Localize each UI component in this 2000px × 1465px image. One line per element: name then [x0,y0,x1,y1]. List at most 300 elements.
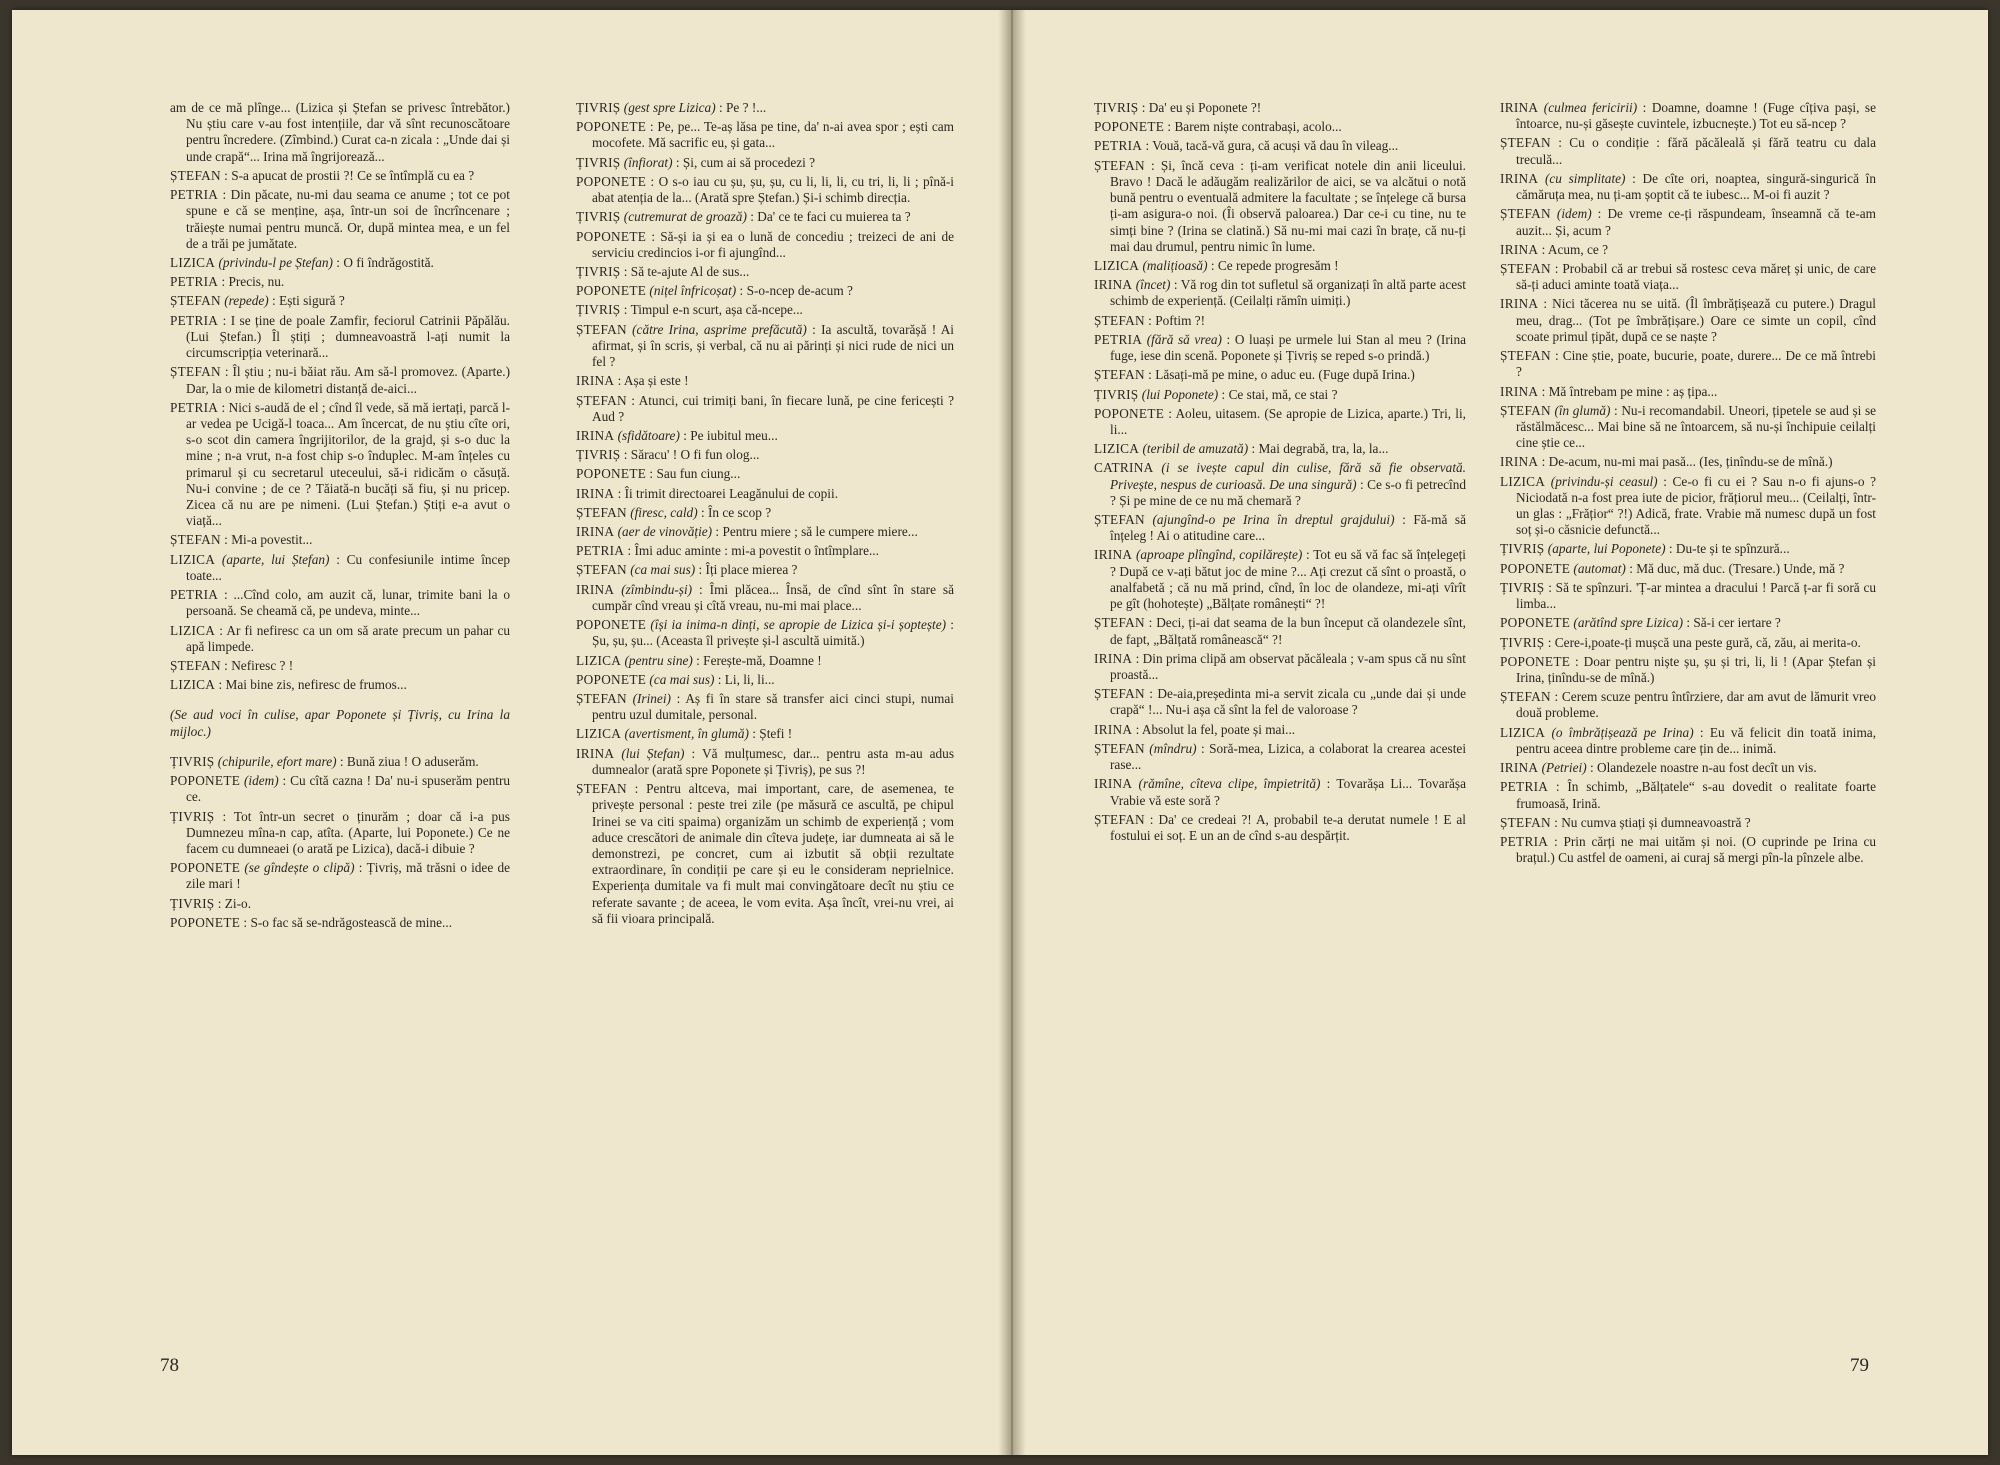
dialogue-line: ȘTEFAN (repede) : Ești sigură ? [170,293,345,309]
line-text: Cu confesiunile intime încep toate... [186,551,511,583]
line-text: Sau fun ciung... [656,466,741,482]
speaker-name: ȘTEFAN [1500,689,1551,705]
line-text: Tot într-un secret o ținurăm ; doar că i-a pus Dumnezeu mîna-n cap, atîta. (Aparte, lui Poponete.) Ce ne facem cu dumneaei (o arată pe Lizica), dacă-i dibuie ? [186,808,510,856]
speaker-name: ȘTEFAN [1500,402,1551,418]
dialogue-line: ȘTEFAN : Nu cumva știați și dumneavoastră ? [1500,814,1751,830]
dialogue-line: PETRIA : În schimb, „Bălțatele“ s-au dovedit o realitate foarte frumoasă, Irină. [1500,779,1877,811]
dialogue-line: ȘTEFAN : Cu o condiție : fără păcăleală și fără teatru cu dala treculă... [1500,135,1876,167]
speaker-name: ȚIVRIȘ [576,100,621,115]
stage-note: (sfidătoare) [617,427,680,443]
speaker-name: ȚIVRIȘ [576,447,621,463]
dialogue-line: ȚIVRIȘ (cutremurat de groază) : Da' ce te faci cu muierea ta ? [576,209,911,225]
speaker-name: PETRIA [1500,833,1549,849]
dialogue-line: LIZICA (pentru sine) : Ferește-mă, Doamne ! [576,652,822,668]
dialogue-line: ȘTEFAN : Cerem scuze pentru întîrziere, dar am avut de lămurit vreo două probleme. [1500,689,1876,721]
dialogue-line: ȘTEFAN (ajungînd-o pe Irina în dreptul grajdului) : Fă-mă să înțeleg ! Ai o atitudine care... [1094,512,1467,544]
speaker-name: POPONETE [170,860,241,876]
speaker-name: IRINA [1094,650,1133,666]
speaker-name: PETRIA [1500,779,1549,795]
line-text: Cere-i,poate-ți mușcă una peste gură, că, zău, ai merita-o. [1554,634,1861,650]
speaker-name: ȘTEFAN [1094,312,1145,328]
speaker-name: PETRIA [576,543,625,559]
dialogue-line: ȘTEFAN : Pentru altceva, mai important, care, de asemenea, te privește personal : peste trei zile (pe măsură ce ascultă, pe chipul Irinei se va citi spaima) organizăm un schimb de experiență ; vom aduce crescători de animale din cîteva județe, iar dumneata ai să le demonstrezi, pe concret, cum ai izbutit să obții rezultate extraordinare, în condiții pe care și eu le consideram neprielnice. Experiența dumitale va fi mult mai convingătoare decît nu știu ce referate savante ; de aceea, le vom evita. Așa încît, vrei-nu vrei, ai să fii vioara principală. [576,781,954,926]
stage-note: (lui Poponete) [1141,386,1219,402]
dialogue-line: IRINA : Absolut la fel, poate și mai... [1094,721,1296,737]
dialogue-line: LIZICA : Mai bine zis, nefiresc de frumos... [170,677,407,693]
speaker-name: LIZICA [576,652,622,668]
speaker-name: LIZICA [1094,257,1140,273]
dialogue-line: LIZICA (avertisment, în glumă) : Ștefi ! [576,726,793,742]
speaker-name: PETRIA [170,274,219,290]
stage-note: (firesc, cald) [630,504,698,520]
speaker-name: ȘTEFAN [170,364,221,380]
stage-note: (rămîne, cîteva clipe, împietrită) [1138,776,1321,792]
stage-note: (avertisment, în glumă) [624,726,749,742]
dialogue-line: ȘTEFAN : Nefiresc ? ! [170,658,294,673]
speaker-name: IRINA [576,485,615,501]
line-text: Eu vă felicit din toată inima, pentru aceea dintre probleme care țin de... inimă. [1516,724,1877,756]
book-gutter [998,10,1026,1455]
stage-note: (idem) [1556,206,1592,222]
left-page-column-2 [576,100,954,930]
stage-note: (către Irina, asprime prefăcută) [632,321,807,337]
dialogue-line: ȘTEFAN : Deci, ți-ai dat seama de la bun început că olandezele sînt, de fapt, „Bălțată românească“ ?! [1094,615,1467,647]
dialogue-line: ȚIVRIȘ : Zi-o. [170,895,252,911]
speaker-name: ȘTEFAN [170,293,221,309]
stage-note: (repede) [224,293,269,309]
line-text: O s-o iau cu șu, șu, șu, cu li, li, li, cu tri, li, li ; pînă-i abat atenția de la... (Arată spre Ștefan.) Și-i schimb direcția. [592,173,955,206]
line-text: am de ce mă plînge... (Lizica și Ștefan se privesc întrebător.) Nu știu care v-au fost intențiile, dar vă sînt recunoscătoare pentru încredere. (Zîmbind.) Curat ca-n zicala : „Unde dai și unde crapă“... Irina mă îngrijorează... [170,100,510,164]
speaker-name: POPONETE [1500,615,1571,631]
line-text: În ce scop ? [707,504,772,520]
line-text: Doar pentru niște șu, șu și tri, li, li ! (Apar Ștefan și Irina, ținîndu-se de mînă.) [1516,653,1876,685]
dialogue-line: LIZICA (aparte, lui Ștefan) : Cu confesiunile intime încep toate... [170,551,511,583]
speaker-name: ȘTEFAN [576,781,627,797]
line-text: Barem niște contrabași, acolo... [1174,119,1342,135]
dialogue-line: ȘTEFAN : Da' ce credeai ?! A, probabil te-a derutat numele ! E al fostului ei soț. E un an de cînd s-au despărțit. [1094,811,1466,843]
speaker-name: ȘTEFAN [1500,206,1551,222]
line-text: Nici tăcerea nu se uită. (Îl îmbrățișează cu putere.) Dragul meu, drag... (Tot pe îmbrățișare.) Oare ce simte un copil, cînd scoate primul țipăt, după ce se naște ? [1516,296,1877,344]
line-text: Cerem scuze pentru întîrziere, dar am avut de lămurit vreo două probleme. [1516,689,1876,721]
dialogue-line: IRINA (sfidătoare) : Pe iubitul meu... [576,427,778,443]
dialogue-line: ȘTEFAN : Îl știu ; nu-i băiat rău. Am să-l promovez. (Aparte.) Dar, la o mie de kilometri distanță de-aici... [170,364,510,396]
dialogue-line: LIZICA : Ar fi nefiresc ca un om să arate precum un pahar cu apă limpede. [170,622,511,654]
line-text: Tot eu să vă fac să înțelegeți ? După ce v-ați bătut joc de mine ?... Ați crezut că sînt o proastă, o analfabetă ; că nu mă prind, cînd, în loc de olandeze, mi-ați vîrît pe gît (hohotește) „Bălțate românești“ ?! [1110,547,1466,612]
stage-note: (chipurile, efort mare) [217,753,337,769]
line-text: O luași pe urmele lui Stan al meu ? (Irina fuge, iese din scenă. Poponete și Țivriș se reped s-o prindă.) [1110,331,1467,364]
speaker-name: POPONETE [170,914,241,930]
speaker-name: POPONETE [576,466,647,482]
stage-note: (privindu-și ceasul) [1550,473,1658,489]
speaker-name: ȚIVRIȘ [170,895,215,911]
speaker-name: ȘTEFAN [1500,348,1551,364]
dialogue-line: IRINA (zîmbindu-și) : Îmi plăcea... Însă, de cînd sînt în stare să cumpăr cînd vreau și cîtă vreau, nu-mi mai place... [576,581,955,613]
line-text: Tovarășa Li... Tovarășa Vrabie vă este soră ? [1110,776,1466,808]
line-text: ...Cînd colo, am auzit că, lunar, trimite bani la o persoană. Se cheamă că, pe undeva, minte... [186,587,510,619]
dialogue-line: IRINA : De-acum, nu-mi mai pasă... (Ies, ținîndu-se de mînă.) [1500,454,1833,470]
dialogue-line: IRINA (aer de vinovăție) : Pentru miere ; să le cumpere miere... [576,524,918,540]
stage-note: (privindu-l pe Ștefan) [218,254,333,270]
speaker-name: ȚIVRIȘ [1500,634,1545,650]
dialogue-line: PETRIA : Nici s-audă de el ; cînd îl vede, să mă iertați, parcă l-ar vedea pe Ucigă-l toaca... Am încercat, de nu știu cîte ori, s-o scot din camera îngrijitorilor, de la grajd, și s-o duc la mine ; n-a vrut, n-a fost chip s-o înduplec. M-am înțeles cu primarul și cu secretarul uteceului, să-i ridicăm o căsuță. Nu-i convine ; de ce ? Tăiată-n bucăți să fiu, și nu pricep. Zicea că nu are pe nimeni. (Lui Ștefan.) Știți e-a avut o viață... [170,399,511,529]
speaker-name: PETRIA [170,312,219,328]
speaker-name: LIZICA [170,677,216,693]
speaker-name: ȘTEFAN [576,562,627,578]
line-text: Pentru miere ; să le cumpere miere... [722,524,918,540]
line-text: Și, încă ceva : ți-am verificat notele din anii liceului. Bravo ! Dacă le adăugăm realizărilor de aici, se va alcătui o notă bună pentru o eventuală admitere la facultate ; se înțelege că bursa ți-am asigura-o noi. (Îi observă paloarea.) Dar ce-i cu tine, nu te simți bine ? (Irina se clatină.) Să nu-mi mai cazi în brațe, că nu-ți mai dau drumul, pentru nimic în lume. [1110,157,1466,254]
speaker-name: ȘTEFAN [1094,740,1145,756]
dialogue-line: IRINA : Mă întrebam pe mine : aș țipa... [1500,383,1718,399]
speaker-name: PETRIA [170,187,219,203]
dialogue-line: POPONETE : S-o fac să se-ndrăgostească de mine... [170,914,453,930]
speaker-name: PETRIA [170,587,219,603]
line-text: Timpul e-n scurt, așa că-ncepe... [630,302,803,318]
stage-note: (idem) [243,773,279,789]
speaker-name: ȘTEFAN [576,691,627,706]
dialogue-line: ȘTEFAN : S-a apucat de prostii ?! Ce se întîmplă cu ea ? [170,167,475,183]
dialogue-line: POPONETE : Să-și ia și ea o lună de concediu ; treizeci de ani de serviciu credincios i-or fi ajungînd... [576,228,954,260]
speaker-name: ȚIVRIȘ [576,154,621,170]
line-text: Ce repede progresăm ! [1217,257,1339,273]
right-page-column-1 [1094,100,1466,847]
line-text: Atunci, cui trimiți bani, în fiecare lună, pe cine fericești ? Aud ? [592,392,954,424]
stage-note: (încet) [1135,277,1171,293]
line-text: Absolut la fel, poate și mai... [1141,721,1296,737]
line-text: Mai degrabă, tra, la, la... [1258,441,1389,457]
speaker-name: IRINA [576,745,615,761]
line-text: Mă duc, mă duc. (Tresare.) Unde, mă ? [1636,560,1845,576]
speaker-name: POPONETE [170,773,241,789]
speaker-name: POPONETE [576,671,647,687]
speaker-name: ȘTEFAN [1094,615,1145,631]
speaker-name: ȘTEFAN [576,392,627,408]
speaker-name: POPONETE [576,173,647,189]
stage-note: (Petriei) [1541,760,1587,776]
dialogue-line: ȘTEFAN : Mi-a povestit... [170,532,313,548]
speaker-name: ȚIVRIȘ [170,753,215,769]
line-text: Îți place mierea ? [705,562,798,578]
dialogue-line: ȚIVRIȘ (înfiorat) : Și, cum ai să procedezi ? [576,154,816,170]
stage-note: (mîndru) [1149,740,1197,756]
line-text: Ia ascultă, tovarășă ! Ai afirmat, și în scris, și verbal, că nu ai părinți și nici rude de nici un fel ? [592,321,954,370]
speaker-name: IRINA [1500,454,1539,470]
speaker-name: ȚIVRIȘ [170,808,215,824]
line-text: Să-i cer iertare ? [1693,615,1781,631]
dialogue-line: ȚIVRIȘ : Da' eu și Poponete ?! [1094,100,1262,115]
speaker-name: ȘTEFAN [170,658,221,673]
dialogue-line: IRINA : Din prima clipă am observat păcăleala ; v-am spus că nu sînt proastă... [1094,650,1466,682]
speaker-name: POPONETE [1094,405,1165,421]
line-text: Îmi aduc aminte : mi-a povestit o întîmplare... [634,543,879,559]
speaker-name: ȘTEFAN [1094,367,1145,383]
dialogue-line: POPONETE (se gîndește o clipă) : Țivriș, mă trăsni o idee de zile mari ! [170,860,511,892]
speaker-name: IRINA [1500,383,1539,399]
dialogue-line: ȘTEFAN : Lăsați-mă pe mine, o aduc eu. (Fuge după Irina.) [1094,367,1415,383]
stage-note: (i se ivește capul din culise, fără să fie observată. Privește, nespus de curioasă. De una singură) [1110,460,1466,492]
dialogue-line: PETRIA : Prin cărți ne mai uităm și noi. (O cuprinde pe Irina cu brațul.) Cu astfel de oameni, ai curaj să mergi pîn-la pînzele albe. [1500,833,1877,866]
speaker-name: ȘTEFAN [1500,814,1551,830]
stage-note: (Irinei) [632,691,671,706]
speaker-name: ȘTEFAN [170,167,221,183]
dialogue-line: POPONETE : Barem niște contrabași, acolo... [1094,119,1342,135]
dialogue-line: ȘTEFAN (către Irina, asprime prefăcută) : Ia ascultă, tovarășă ! Ai afirmat, și în scris, și verbal, că nu ai părinți și nici rude de nici un fel ? [576,321,954,370]
speaker-name: CATRINA [1094,460,1154,476]
line-text: Nici s-audă de el ; cînd îl vede, să mă iertați, parcă l-ar vedea pe Ucigă-l toaca... Am încercat, de nu știu cîte ori, s-o scot din camera îngrijitorilor, de la grajd, și s-o duc la mine ; n-a vrut, n-a fost chip s-o înduplec. M-am înțeles cu primarul și cu secretarul uteceului, să-i ridicăm o căsuță. Nu-i convine ; de ce ? Tăiată-n bucăți să fiu, și nu pricep. Zicea că nu are pe nimeni. (Lui Ștefan.) Știți e-a avut o viață... [186,399,511,529]
line-text: Prin cărți ne mai uităm și noi. (O cuprinde pe Irina cu brațul.) Cu astfel de oameni, ai curaj să mergi pîn-la pînzele albe. [1516,833,1877,866]
speaker-name: ȘTEFAN [1500,260,1551,276]
dialogue-line: IRINA (Petriei) : Olandezele noastre n-au fost decît un vis. [1500,760,1817,776]
stage-note: (aparte, lui Ștefan) [221,551,330,567]
line-text: Ștefi ! [759,726,793,742]
line-text: De vreme ce-ți răspundeam, înseamnă că te-am auzit... Și, acum ? [1516,206,1876,238]
line-text: Probabil că ar trebui să rostesc ceva măreț și unic, de care să-ți aduci aminte toată viața... [1516,260,1877,293]
dialogue-line: ȘTEFAN (idem) : De vreme ce-ți răspundeam, înseamnă că te-am auzit... Și, acum ? [1500,206,1876,238]
dialogue-line: POPONETE (idem) : Cu cîtă cazna ! Da' nu-i spuserăm pentru ce. [170,773,511,805]
dialogue-line: LIZICA (teribil de amuzată) : Mai degrabă, tra, la, la... [1094,441,1389,457]
line-text: Mi-a povestit... [231,532,313,548]
speaker-name: IRINA [1500,296,1539,312]
speaker-name: LIZICA [1094,441,1140,457]
line-text: Ce stai, mă, ce stai ? [1228,386,1338,402]
line-text: Șu, șu, șu... (Aceasta îl privește și-l ascultă uimită.) [592,633,865,649]
dialogue-line: PETRIA : Precis, nu. [170,274,285,290]
speaker-name: ȚIVRIȘ [576,209,621,225]
line-text: Doamne, doamne ! (Fuge cîțiva pași, se întoarce, nu-și găsește cuvintele, izbucnește.) Tot eu să-ncep ? [1516,100,1877,132]
speaker-name: IRINA [576,524,615,540]
page-number: 78 [160,1355,179,1376]
line-text: Da' ce credeai ?! A, probabil te-a derutat numele ! E al fostului ei soț. E un an de cînd s-au despărțit. [1110,811,1466,843]
line-text: S-o-ncep de-acum ? [746,283,853,299]
stage-note: (aer de vinovăție) [617,524,713,540]
speaker-name: POPONETE [1500,560,1571,576]
page-number: 79 [1850,1355,1869,1376]
stage-note: (ca mai sus) [630,562,696,578]
line-text: Nu-i recomandabil. Uneori, țipetele se aud și se răstălmăcesc... Mai bine să ne întoarcem, să nu-și închipuie ceilalți cine știe ce... [1516,402,1877,451]
line-text: În schimb, „Bălțatele“ s-au dovedit o realitate foarte frumoasă, Irină. [1516,779,1877,811]
dialogue-line: LIZICA (malițioasă) : Ce repede progresăm ! [1094,257,1339,273]
line-text: Așa și este ! [623,373,689,389]
stage-note: (pentru sine) [624,652,693,668]
dialogue-line: ȚIVRIȘ : Tot într-un secret o ținurăm ; doar că i-a pus Dumnezeu mîna-n cap, atîta. (Aparte, lui Poponete.) Ce ne facem cu dumneaei (o arată pe Lizica), dacă-i dibuie ? [170,808,510,856]
dialogue-line: IRINA : Nici tăcerea nu se uită. (Îl îmbrățișează cu putere.) Dragul meu, drag... (Tot pe îmbrățișare.) Oare ce simte un copil, cînd scoate primul țipăt, după ce se naște ? [1500,296,1877,344]
speaker-name: LIZICA [1500,724,1546,740]
line-text: Ești sigură ? [279,293,345,309]
line-text: Vă rog din tot sufletul să organizați în altă parte acest schimb de experiență. (Ceilalți rămîn uimiți.) [1110,277,1466,309]
stage-note: (zîmbindu-și) [621,581,693,597]
speaker-name: ȚIVRIȘ [576,302,621,318]
stage-note: (în glumă) [1554,402,1611,418]
dialogue-line: POPONETE : Aoleu, uitasem. (Se apropie de Lizica, aparte.) Tri, li, li... [1094,405,1467,437]
dialogue-line: ȘTEFAN : Poftim ?! [1094,312,1206,328]
line-text: Poftim ?! [1155,312,1206,328]
line-text: Aoleu, uitasem. (Se apropie de Lizica, aparte.) Tri, li, li... [1110,405,1467,437]
line-text: Ce s-o fi petrecînd ? Și pe mine de ce nu mă chemară ? [1110,476,1466,508]
line-text: Îi trimit directoarei Leagănului de copii. [624,485,839,501]
stage-note: (se gîndește o clipă) [244,860,355,876]
dialogue-line: PETRIA (fără să vrea) : O luași pe urmele lui Stan al meu ? (Irina fuge, iese din scenă. Poponete și Țivriș se reped s-o prindă.) [1094,331,1467,364]
speaker-name: ȚIVRIȘ [1500,541,1545,557]
line-text: Soră-mea, Lizica, a colaborat la crearea acestei rase... [1110,740,1467,773]
dialogue-line: IRINA : Acum, ce ? [1500,241,1609,257]
right-page [1012,10,1988,1455]
line-text: Mă întrebam pe mine : aș țipa... [1548,383,1718,399]
left-page-column-1 [170,100,510,934]
dialogue-line: PETRIA : Din păcate, nu-mi dau seama ce anume ; tot ce pot spune e că se menține, așa, într-un soi de încrîncenare ; trăiește numai pentru muncă. Or, după mintea mea, e un fel de a trăi pe jumătate. [170,187,511,251]
speaker-name: LIZICA [576,726,622,742]
stage-note: (teribil de amuzată) [1142,441,1249,457]
speaker-name: POPONETE [576,283,647,299]
dialogue-line: IRINA (încet) : Vă rog din tot sufletul să organizați în altă parte acest schimb de experiență. (Ceilalți rămîn uimiți.) [1094,277,1466,309]
dialogue-line: ȚIVRIȘ (gest spre Lizica) : Pe ? !... [576,100,767,115]
line-text: Mai bine zis, nefiresc de frumos... [225,677,407,693]
stage-note: (își ia inima-n dinți, se apropie de Lizica și-i șoptește) [650,617,947,633]
stage-note: (cutremurat de groază) [623,209,747,225]
stage-note: (gest spre Lizica) [623,100,716,115]
line-text: Du-te și te spînzură... [1675,541,1790,557]
speaker-name: POPONETE [576,617,647,633]
speaker-name: ȚIVRIȘ [576,263,621,279]
speaker-name: IRINA [1500,241,1539,257]
dialogue-line: IRINA : Așa și este ! [576,373,689,389]
line-text: Țivriș, mă trăsni o idee de zile mari ! [186,860,511,892]
dialogue-line: IRINA (culmea fericirii) : Doamne, doamne ! (Fuge cîțiva pași, se întoarce, nu-și găsește cuvintele, izbucnește.) Tot eu să-ncep ? [1500,100,1877,132]
speaker-name: PETRIA [1094,138,1143,154]
dialogue-line: ȘTEFAN : Probabil că ar trebui să rostesc ceva măreț și unic, de care să-ți aduci aminte toată viața... [1500,260,1877,293]
speaker-name: POPONETE [576,119,647,135]
right-page-column-2 [1500,100,1876,869]
speaker-name: ȚIVRIȘ [1094,386,1139,402]
stage-note: (arătînd spre Lizica) [1573,615,1683,631]
line-text: Ferește-mă, Doamne ! [703,652,822,668]
stage-note: (fără să vrea) [1146,331,1222,347]
line-text: Să te-ajute Al de sus... [630,263,750,279]
dialogue-line: IRINA (aproape plîngînd, copilărește) : Tot eu să vă fac să înțelegeți ? După ce v-ați bătut joc de mine ?... Ați crezut că sînt o proastă, o analfabetă ; că nu mă prind, cînd, în loc de olandeze, mi-ați vîrît pe gît (hohotește) „Bălțate românești“ ?! [1094,547,1466,612]
line-text: Pe, pe... Te-aș lăsa pe tine, da' n-ai avea spor ; ești cam mocofete. Mă sacrific eu, și gata... [592,119,955,151]
speaker-name: IRINA [1094,721,1133,737]
line-text: De-acum, nu-mi mai pasă... (Ies, ținîndu-se de mînă.) [1548,454,1833,470]
speaker-name: LIZICA [170,622,216,638]
dialogue-line: IRINA (rămîne, cîteva clipe, împietrită) : Tovarășa Li... Tovarășa Vrabie vă este soră ? [1094,776,1466,808]
line-text: S-a apucat de prostii ?! Ce se întîmplă cu ea ? [231,167,475,183]
speaker-name: IRINA [1500,760,1539,776]
dialogue-line: POPONETE (automat) : Mă duc, mă duc. (Tresare.) Unde, mă ? [1500,560,1845,576]
stage-note: (malițioasă) [1142,257,1208,273]
dialogue-line: ȚIVRIȘ (chipurile, efort mare) : Bună ziua ! O aduserăm. [170,753,479,769]
stage-note: (ajungînd-o pe Irina în dreptul grajdului) [1152,512,1395,528]
speaker-name: LIZICA [170,551,216,567]
speaker-name: IRINA [1094,776,1133,792]
speaker-name: POPONETE [1500,653,1571,669]
speaker-name: ȘTEFAN [1094,512,1145,528]
speaker-name: IRINA [1500,100,1539,115]
line-text: I se ține de poale Zamfir, feciorul Catrinii Păpălău. (Lui Ștefan.) Îl știți ; dumneavoastră l-ați numit la circumscripția veterinară... [186,312,511,361]
line-text: Aș fi în stare să transfer aici cinci stupi, numai pentru uzul dumitale, personal. [592,691,955,723]
speaker-name: POPONETE [1094,119,1165,135]
stage-note: (aproape plîngînd, copilărește) [1135,547,1303,563]
line-text: Nu cumva știați și dumneavoastră ? [1561,814,1751,830]
speaker-name: ȚIVRIȘ [1094,100,1139,115]
line-text: O fi îndrăgostită. [343,254,434,270]
stage-note: (o îmbrățișează pe Irina) [1551,724,1694,740]
dialogue-line: ȚIVRIȘ : Să te-ajute Al de sus... [576,263,750,279]
dialogue-line: LIZICA (privindu-l pe Ștefan) : O fi îndrăgostită. [170,254,434,270]
line-text: Fă-mă să înțeleg ! Ai o atitudine care... [1110,512,1467,544]
dialogue-line: POPONETE : Pe, pe... Te-aș lăsa pe tine, da' n-ai avea spor ; ești cam mocofete. Mă sacrific eu, și gata... [576,119,955,151]
dialogue-line: ȚIVRIȘ (lui Poponete) : Ce stai, mă, ce stai ? [1094,386,1338,402]
stage-note: (ca mai sus) [649,671,715,687]
left-page [12,10,1006,1455]
dialogue-line: POPONETE (își ia inima-n dinți, se apropie de Lizica și-i șoptește) : Șu, șu, șu... (Aceasta îl privește și-l ascultă uimită.) [576,617,954,649]
dialogue-line: ȚIVRIȘ : Cere-i,poate-ți mușcă una peste gură, că, zău, ai merita-o. [1500,634,1861,650]
line-text: Da' eu și Poponete ?! [1148,100,1262,115]
line-text: Ar fi nefiresc ca un om să arate precum un pahar cu apă limpede. [186,622,511,654]
line-text: De-aia,președinta mi-a servit zicala cu „unde dai și unde crapă“ !... Nu-i așa că sînt la fel de valoroase ? [1110,686,1467,718]
line-text: Săracu' ! O fi fun olog... [630,447,760,463]
line-text: Din prima clipă am observat păcăleala ; v-am spus că nu sînt proastă... [1110,650,1466,682]
line-text: Să te spînzuri. 'Ț-ar mintea a dracului ! Parcă ț-ar fi soră cu limba... [1516,579,1877,612]
line-text: Pe iubitul meu... [690,427,778,443]
line-text: Cu cîtă cazna ! Da' nu-i spuserăm pentru ce. [186,773,511,805]
speaker-name: ȚIVRIȘ [1500,579,1545,595]
dialogue-line: ȘTEFAN : Atunci, cui trimiți bani, în fiecare lună, pe cine fericești ? Aud ? [576,392,954,424]
line-text: Vă mulțumesc, dar... pentru asta m-au adus dumnealor (arată spre Poponete și Țivriș), pe sus ?! [592,745,955,777]
stage-note: (culmea fericirii) [1543,100,1638,115]
book-spread [12,10,1988,1455]
dialogue-line: ȘTEFAN (mîndru) : Soră-mea, Lizica, a colaborat la crearea acestei rase... [1094,740,1467,773]
line-text: Ce-o fi cu ei ? Sau n-o fi ajuns-o ? Niciodată n-a fost prea iute de picior, frățiorul meu... (Ceilalți, într-un glas : „Frățior“ ?!) Adică, frate. Vrabie mă numesc după un fost soț și-o căsnicie defunctă... [1516,473,1876,538]
speaker-name: ȘTEFAN [576,321,627,337]
dialogue-line: ȘTEFAN (în glumă) : Nu-i recomandabil. Uneori, țipetele se aud și se răstălmăcesc... Mai bine să ne întoarcem, să nu-și închipuie ceilalți cine știe ce... [1500,402,1877,451]
dialogue-line: POPONETE : O s-o iau cu șu, șu, șu, cu li, li, li, cu tri, li, li ; pînă-i abat atenția de la... (Arată spre Ștefan.) Și-i schimb direcția. [576,173,955,206]
line-text: Să-și ia și ea o lună de concediu ; treizeci de ani de serviciu credincios i-or fi ajungînd... [592,228,954,260]
speaker-name: IRINA [576,373,615,389]
line-text: Cine știe, poate, bucurie, poate, durere... De ce mă întrebi ? [1516,348,1877,380]
line-text: Și, cum ai să procedezi ? [682,154,816,170]
dialogue-line: ȚIVRIȘ (aparte, lui Poponete) : Du-te și te spînzură... [1500,541,1790,557]
speaker-name: ȘTEFAN [1094,686,1145,702]
line-text: Pe ? !... [725,100,767,115]
dialogue-line [170,100,510,165]
speaker-name: IRINA [1500,170,1539,186]
dialogue-line: PETRIA : ...Cînd colo, am auzit că, lunar, trimite bani la o persoană. Se cheamă că, pe undeva, minte... [170,587,510,619]
line-text: Precis, nu. [228,274,285,290]
dialogue-line: ȚIVRIȘ : Timpul e-n scurt, așa că-ncepe... [576,302,803,318]
stage-note: (lui Ștefan) [621,745,685,761]
speaker-name: IRINA [1094,547,1133,563]
dialogue-line: PETRIA : Vouă, tacă-vă gura, că acuși vă dau în vileag... [1094,138,1399,154]
dialogue-line: IRINA (lui Ștefan) : Vă mulțumesc, dar... pentru asta m-au adus dumnealor (arată spre Poponete și Țivriș), pe sus ?! [576,745,955,777]
speaker-name: ȘTEFAN [576,504,627,520]
direction-text: (Se aud voci în culise, apar Poponete și Țivriș, cu Irina la mijloc.) [170,707,510,739]
speaker-name: LIZICA [170,254,216,270]
line-text: Bună ziua ! O aduserăm. [346,753,479,769]
stage-note: (automat) [1573,560,1626,576]
dialogue-line: POPONETE : Doar pentru niște șu, șu și tri, li, li ! (Apar Ștefan și Irina, ținîndu-se de mînă.) [1500,653,1876,685]
dialogue-line: ȘTEFAN (firesc, cald) : În ce scop ? [576,504,772,520]
speaker-name: ȘTEFAN [1500,135,1551,151]
line-text: Din păcate, nu-mi dau seama ce anume ; tot ce pot spune e că se menține, așa, într-un soi de încrîncenare ; trăiește numai pentru muncă. Or, după mintea mea, e un fel de a trăi pe jumătate. [186,187,511,251]
line-text: Îl știu ; nu-i băiat rău. Am să-l promovez. (Aparte.) Dar, la o mie de kilometri distanță de-aici... [186,364,510,396]
line-text: Deci, ți-ai dat seama de la bun început că olandezele sînt, de fapt, „Bălțată românească“ ?! [1110,615,1467,647]
stage-note: (nițel înfricoșat) [649,283,737,299]
line-text: Vouă, tacă-vă gura, că acuși vă dau în vileag... [1152,138,1399,154]
speaker-name: IRINA [576,581,615,597]
dialogue-line: POPONETE : Sau fun ciung... [576,466,741,482]
line-text: Cu o condiție : fără păcăleală și fără teatru cu dala treculă... [1516,135,1876,167]
speaker-name: LIZICA [1500,473,1546,489]
line-text: Îmi plăcea... Însă, de cînd sînt în stare să cumpăr cînd vreau și cîtă vreau, nu-mi mai place... [592,581,955,613]
line-text: Pentru altceva, mai important, care, de asemenea, te privește personal : peste trei zile (pe măsură ce ascultă, pe chipul Irinei se va citi spaima) organizăm un schimb de experiență ; vom aduce crescători de animale din cîteva județe, iar dumneata ai să le demonstrezi, pe concret, cum ai izbutit să obții rezultate extraordinare, în condiții pe care și eu le consideram neprielnice. Experiența dumitale va fi mult mai convingătoare decît nu știu ce referate savante ; de aceea, le vom evita. Așa încît, vrei-nu vrei, ai să fii vioara principală. [592,781,954,926]
